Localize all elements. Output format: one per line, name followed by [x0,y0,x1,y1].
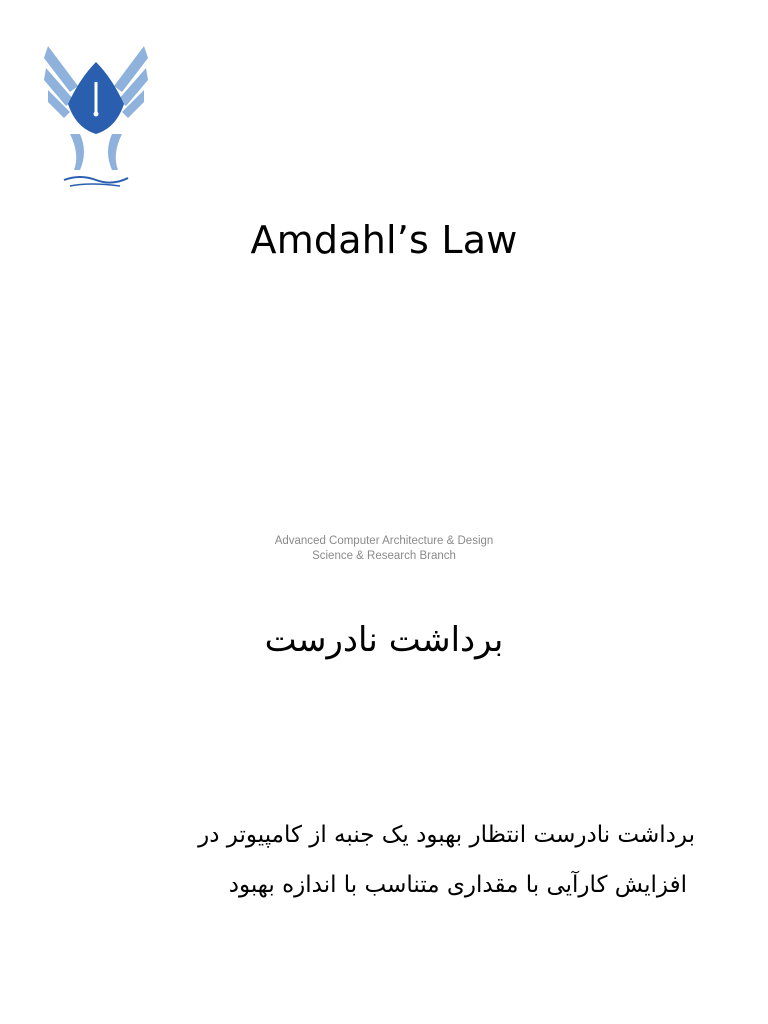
body-line-1: برداشت نادرست انتظار بهبود یک جنبه از کامپیوتر در [198,822,695,848]
university-logo [40,38,152,194]
slide-footer [0,534,768,564]
section-heading: برداشت نادرست [264,620,504,660]
university-emblem-icon [40,38,152,194]
body-line-2: افزایش کارآیی با مقداری متناسب با اندازه بهبود [228,872,687,898]
slide-title: Amdahl’s Law [250,218,518,262]
footer-branch: Science & Research Branch [312,550,456,562]
body-text [70,810,695,910]
footer-course: Advanced Computer Architecture & Design [274,535,494,547]
